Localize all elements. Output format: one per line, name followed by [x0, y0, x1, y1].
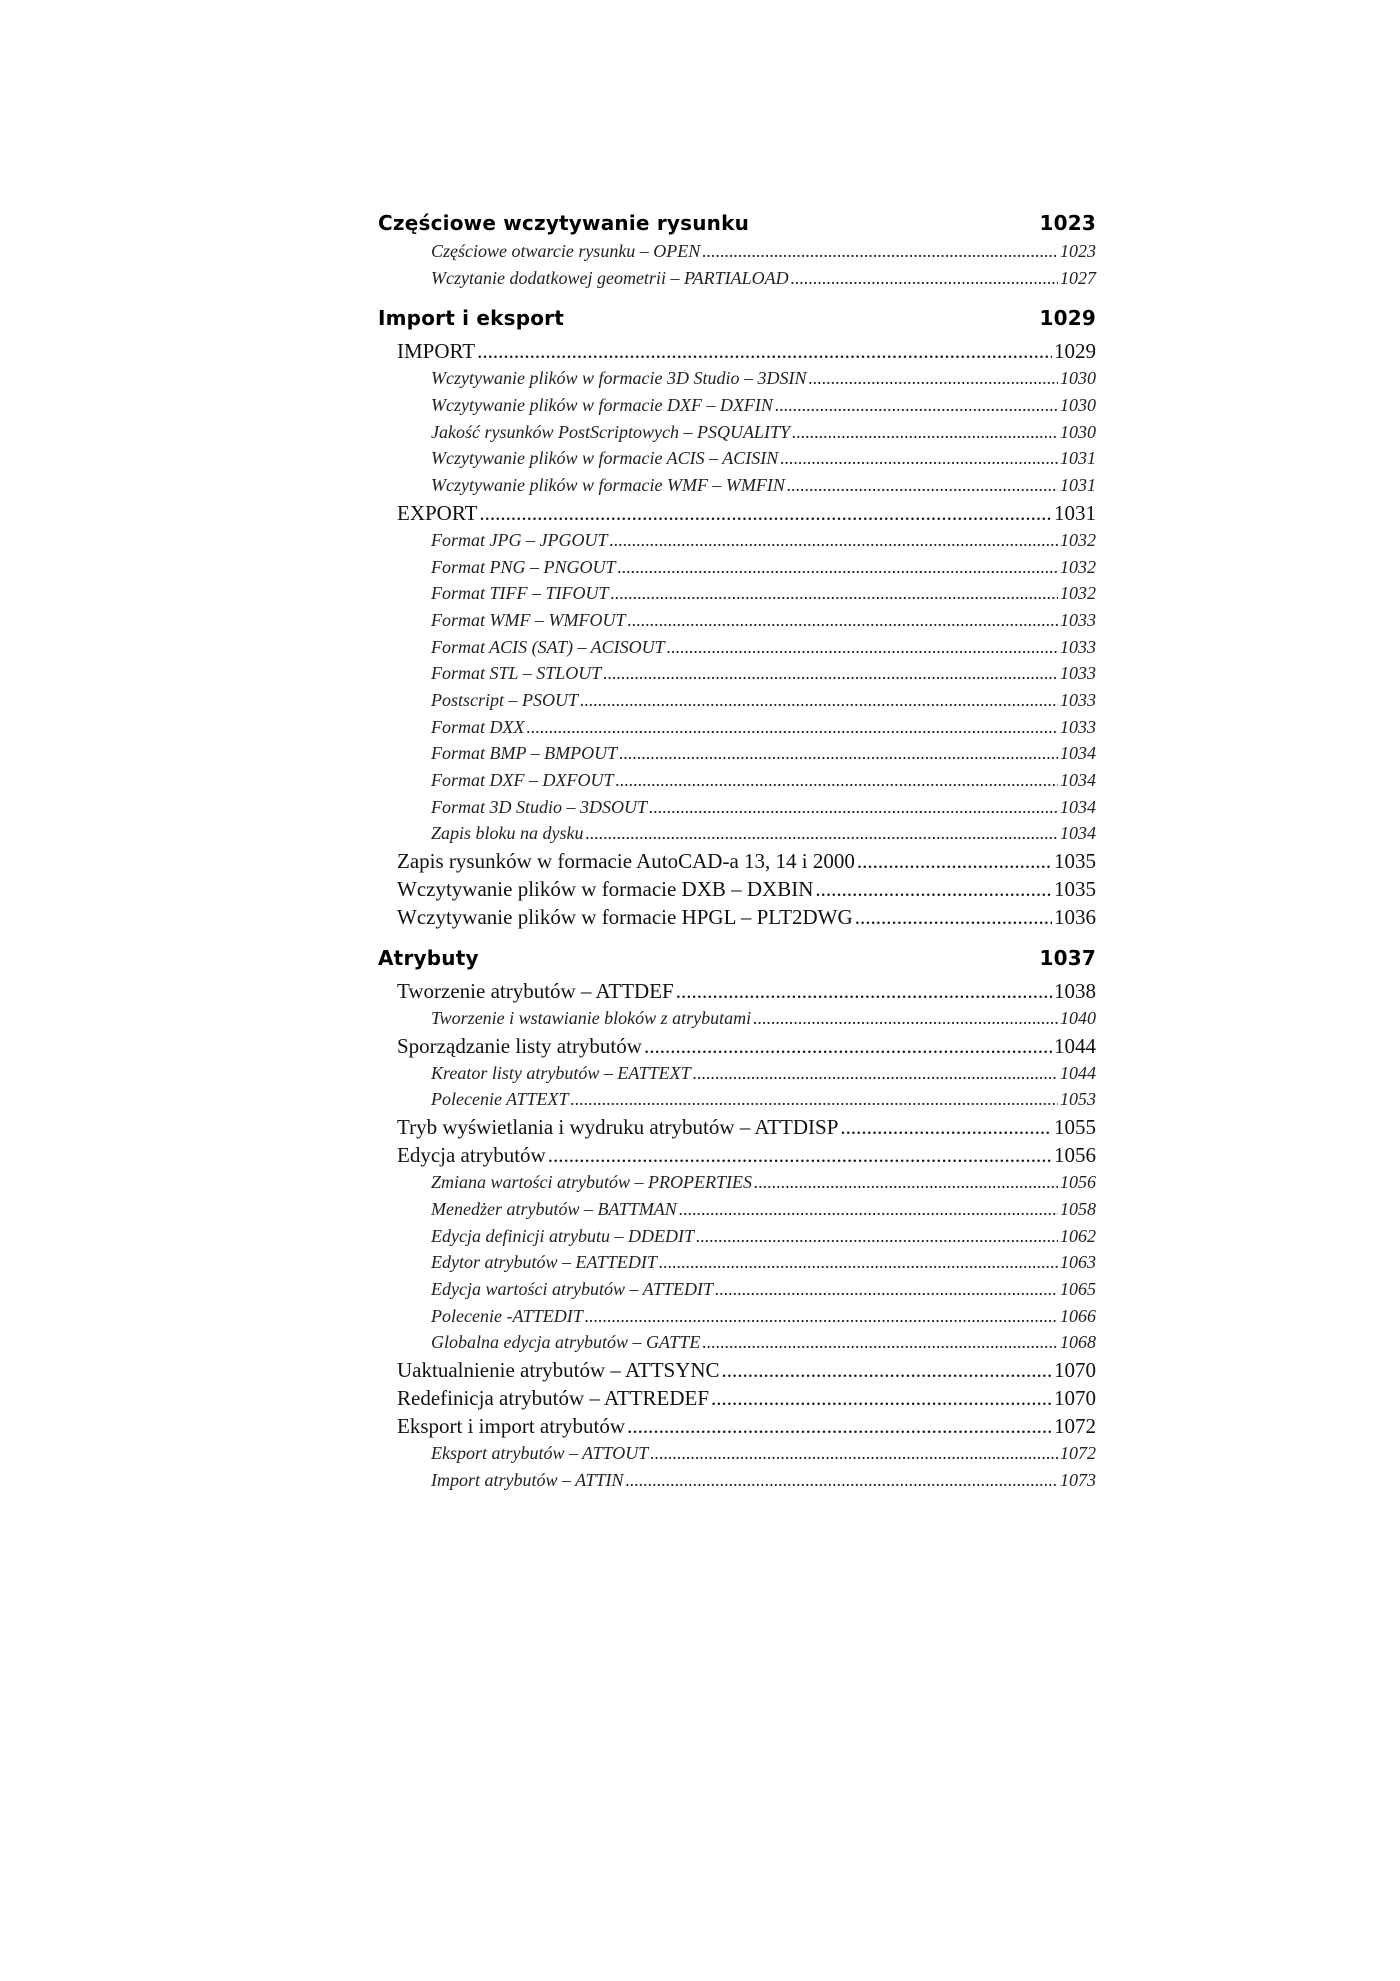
entry-title: Wczytywanie plików w formacie ACIS – ACISIN — [431, 448, 779, 469]
dot-leader — [775, 392, 1058, 419]
dot-leader — [702, 1329, 1058, 1356]
dot-leader — [580, 687, 1058, 714]
entry-title: Format WMF – WMFOUT — [431, 609, 626, 630]
dot-leader — [585, 1303, 1058, 1330]
entry-page-number: 1023 — [1060, 241, 1096, 261]
entry-page-number: 1027 — [1060, 267, 1096, 288]
toc-subentry[interactable] — [378, 527, 1096, 554]
chapter-title: Import i eksport — [378, 306, 564, 331]
entry-title: Edycja wartości atrybutów – ATTEDIT — [431, 1278, 714, 1299]
entry-page-number: 1055 — [1054, 1115, 1096, 1140]
chapter-title: Częściowe wczytywanie rysunku — [378, 211, 750, 235]
toc-subentry[interactable] — [378, 265, 1096, 292]
entry-title: Eksport atrybutów – ATTOUT — [431, 1442, 649, 1463]
dot-leader — [696, 1223, 1058, 1250]
dot-leader — [618, 554, 1058, 581]
toc-subentry[interactable] — [378, 1223, 1096, 1250]
dot-leader — [626, 1467, 1058, 1494]
entry-title: Wczytanie dodatkowej geometrii – PARTIALOAD — [431, 267, 789, 288]
dot-leader — [711, 1384, 1052, 1412]
entry-title: Format PNG – PNGOUT — [431, 556, 616, 577]
toc-entry[interactable] — [378, 847, 1096, 875]
entry-title: IMPORT — [397, 339, 476, 364]
dot-leader — [780, 445, 1058, 472]
entry-page-number: 1030 — [1060, 368, 1096, 389]
toc-subentry[interactable] — [378, 580, 1096, 607]
toc-entry[interactable] — [378, 499, 1096, 527]
dot-leader — [840, 1113, 1052, 1141]
dot-leader — [659, 1249, 1058, 1276]
entry-title: Wczytywanie plików w formacie HPGL – PLT2DWG — [397, 905, 853, 930]
chapter-heading[interactable] — [378, 208, 1096, 238]
entry-page-number: 1063 — [1060, 1252, 1096, 1273]
entry-title: Format 3D Studio – 3DSOUT — [431, 796, 648, 817]
toc-subentry[interactable] — [378, 1169, 1096, 1196]
toc-subentry[interactable] — [378, 607, 1096, 634]
entry-page-number: 1072 — [1060, 1442, 1096, 1463]
entry-title: Format STL – STLOUT — [431, 663, 602, 684]
entry-page-number: 1033 — [1060, 636, 1096, 657]
dot-leader — [527, 714, 1059, 741]
toc-entry[interactable] — [378, 1356, 1096, 1384]
entry-title: Edycja definicji atrybutu – DDEDIT — [431, 1225, 694, 1246]
entry-page-number: 1033 — [1060, 689, 1096, 710]
toc-subentry[interactable] — [378, 740, 1096, 767]
entry-title: Globalna edycja atrybutów – GATTE — [431, 1332, 701, 1353]
entry-title: Postscript – PSOUT — [431, 689, 579, 710]
entry-title: Import atrybutów – ATTIN — [431, 1469, 624, 1490]
dot-leader — [548, 1141, 1052, 1169]
entry-title: Redefinicja atrybutów – ATTREDEF — [397, 1385, 710, 1410]
entry-page-number: 1062 — [1060, 1225, 1096, 1246]
dot-leader — [791, 265, 1058, 292]
toc-subentry[interactable] — [378, 660, 1096, 687]
entry-title: Polecenie -ATTEDIT — [431, 1305, 583, 1326]
entry-title: Uaktualnienie atrybutów – ATTSYNC — [397, 1357, 720, 1382]
dot-leader — [627, 1412, 1052, 1440]
dot-leader — [586, 820, 1059, 847]
entry-page-number: 1073 — [1060, 1469, 1096, 1490]
entry-page-number: 1070 — [1054, 1385, 1096, 1410]
toc-subentry[interactable] — [378, 419, 1096, 446]
dot-leader — [808, 365, 1058, 392]
dot-leader — [702, 238, 1058, 265]
dot-leader — [792, 419, 1058, 446]
toc-subentry[interactable] — [378, 445, 1096, 472]
entry-title: Format JPG – JPGOUT — [431, 529, 608, 550]
dot-leader — [753, 1005, 1058, 1032]
dot-leader — [627, 607, 1058, 634]
dot-leader — [676, 977, 1052, 1005]
entry-page-number: 1066 — [1060, 1305, 1096, 1326]
entry-title: Format TIFF – TIFOUT — [431, 583, 609, 604]
entry-title: Edycja atrybutów — [397, 1143, 546, 1168]
entry-title: Format DXF – DXFOUT — [431, 770, 614, 790]
dot-leader — [693, 1060, 1058, 1087]
dot-leader — [609, 527, 1058, 554]
chapter-page-number: 1023 — [1039, 211, 1096, 235]
entry-page-number: 1040 — [1060, 1008, 1096, 1029]
toc-subentry[interactable] — [378, 634, 1096, 661]
dot-leader — [715, 1276, 1058, 1303]
toc-subentry[interactable] — [378, 820, 1096, 847]
entry-title: Zapis rysunków w formacie AutoCAD-a 13, 14 i 2000 — [397, 849, 855, 874]
toc-entry[interactable] — [378, 1412, 1096, 1440]
entry-page-number: 1029 — [1054, 339, 1096, 364]
entry-page-number: 1034 — [1060, 743, 1096, 764]
entry-title: Edytor atrybutów – EATTEDIT — [431, 1252, 657, 1273]
entry-title: Sporządzanie listy atrybutów — [397, 1033, 642, 1058]
toc-subentry[interactable] — [378, 1086, 1096, 1113]
dot-leader — [722, 1356, 1052, 1384]
entry-page-number: 1034 — [1060, 796, 1096, 817]
dot-leader — [477, 337, 1052, 365]
toc-subentry[interactable] — [378, 794, 1096, 821]
toc-subentry[interactable] — [378, 1060, 1096, 1087]
toc-subentry[interactable] — [378, 1005, 1096, 1032]
entry-page-number: 1031 — [1060, 448, 1096, 469]
dot-leader — [479, 499, 1052, 527]
toc-subentry[interactable] — [378, 714, 1096, 741]
dot-leader — [667, 634, 1058, 661]
toc-entry[interactable] — [378, 1113, 1096, 1141]
dot-leader — [650, 1440, 1058, 1467]
entry-title: Kreator listy atrybutów – EATTEXT — [431, 1062, 691, 1083]
entry-page-number: 1044 — [1060, 1062, 1096, 1083]
toc-subentry[interactable] — [378, 365, 1096, 392]
entry-title: Format BMP – BMPOUT — [431, 743, 618, 764]
dot-leader — [857, 847, 1052, 875]
entry-page-number: 1032 — [1060, 583, 1096, 604]
toc-subentry[interactable] — [378, 687, 1096, 714]
entry-page-number: 1035 — [1054, 877, 1096, 902]
entry-page-number: 1033 — [1060, 716, 1096, 737]
toc-chapter-section — [378, 299, 1096, 931]
entry-title: Tworzenie atrybutów – ATTDEF — [397, 979, 674, 1004]
toc-subentry[interactable] — [378, 1329, 1096, 1356]
entry-title: Jakość rysunków PostScriptowych – PSQUALITY — [431, 421, 790, 442]
toc-chapter-section — [378, 208, 1096, 291]
toc-subentry[interactable] — [378, 472, 1096, 499]
entry-title: Zapis bloku na dysku — [431, 823, 584, 844]
entry-page-number: 1034 — [1060, 823, 1096, 844]
toc-subentry[interactable] — [378, 1440, 1096, 1467]
toc-subentry[interactable] — [378, 1249, 1096, 1276]
chapter-page-number: 1029 — [1039, 306, 1096, 331]
entry-page-number: 1056 — [1054, 1143, 1096, 1168]
dot-leader — [603, 660, 1058, 687]
entry-page-number: 1033 — [1060, 609, 1096, 630]
chapter-title: Atrybuty — [378, 946, 479, 971]
dot-leader — [679, 1196, 1058, 1223]
entry-page-number: 1038 — [1054, 979, 1096, 1004]
entry-page-number: 1031 — [1054, 500, 1096, 525]
toc-subentry[interactable] — [378, 238, 1096, 265]
toc-entry[interactable] — [378, 875, 1096, 903]
entry-title: Częściowe otwarcie rysunku – OPEN — [431, 241, 701, 261]
entry-title: Format DXX — [431, 716, 525, 737]
toc-entry[interactable] — [378, 1141, 1096, 1169]
entry-page-number: 1032 — [1060, 529, 1096, 550]
toc-subentry[interactable] — [378, 1303, 1096, 1330]
toc-entry[interactable] — [378, 903, 1096, 931]
dot-leader — [649, 794, 1058, 821]
entry-page-number: 1056 — [1060, 1172, 1096, 1193]
dot-leader — [754, 1169, 1058, 1196]
table-of-contents — [378, 208, 1096, 1493]
dot-leader — [619, 740, 1058, 767]
toc-subentry[interactable] — [378, 1196, 1096, 1223]
entry-title: Eksport i import atrybutów — [397, 1413, 626, 1438]
entry-page-number: 1058 — [1060, 1198, 1096, 1219]
entry-title: Polecenie ATTEXT — [431, 1089, 569, 1110]
entry-page-number: 1033 — [1060, 663, 1096, 684]
toc-subentry[interactable] — [378, 1276, 1096, 1303]
dot-leader — [787, 472, 1058, 499]
entry-page-number: 1030 — [1060, 395, 1096, 416]
toc-subentry[interactable] — [378, 767, 1096, 794]
dot-leader — [855, 903, 1052, 931]
toc-subentry[interactable] — [378, 392, 1096, 419]
entry-page-number: 1068 — [1060, 1332, 1096, 1353]
entry-title: Wczytywanie plików w formacie DXB – DXBIN — [397, 877, 814, 902]
dot-leader — [570, 1086, 1058, 1113]
toc-entry[interactable] — [378, 1384, 1096, 1412]
dot-leader — [815, 875, 1052, 903]
entry-title: Wczytywanie plików w formacie WMF – WMFIN — [431, 475, 785, 496]
entry-page-number: 1032 — [1060, 556, 1096, 577]
entry-page-number: 1030 — [1060, 421, 1096, 442]
entry-page-number: 1031 — [1060, 475, 1096, 496]
toc-subentry[interactable] — [378, 554, 1096, 581]
entry-page-number: 1065 — [1060, 1278, 1096, 1299]
toc-subentry[interactable] — [378, 1467, 1096, 1494]
entry-title: Wczytywanie plików w formacie DXF – DXFIN — [431, 395, 773, 416]
entry-title: Wczytywanie plików w formacie 3D Studio – 3DSIN — [431, 368, 807, 389]
entry-page-number: 1036 — [1054, 905, 1096, 930]
entry-page-number: 1072 — [1054, 1413, 1096, 1438]
entry-title: Format ACIS (SAT) – ACISOUT — [431, 636, 665, 657]
dot-leader — [616, 767, 1059, 794]
toc-entry[interactable] — [378, 1032, 1096, 1060]
dot-leader — [611, 580, 1058, 607]
entry-page-number: 1035 — [1054, 849, 1096, 874]
toc-chapter-section — [378, 939, 1096, 1493]
entry-title: Tryb wyświetlania i wydruku atrybutów – ATTDISP — [397, 1115, 839, 1140]
toc-entry[interactable] — [378, 977, 1096, 1005]
entry-title: Zmiana wartości atrybutów – PROPERTIES — [431, 1172, 752, 1193]
toc-entry[interactable] — [378, 337, 1096, 365]
entry-title: Tworzenie i wstawianie bloków z atrybutami — [431, 1008, 752, 1029]
chapter-page-number: 1037 — [1039, 946, 1096, 971]
entry-page-number: 1034 — [1060, 770, 1096, 790]
entry-page-number: 1053 — [1060, 1089, 1096, 1110]
entry-title: Menedżer atrybutów – BATTMAN — [431, 1198, 677, 1219]
chapter-heading[interactable] — [378, 939, 1096, 977]
chapter-heading[interactable] — [378, 299, 1096, 337]
dot-leader — [644, 1032, 1052, 1060]
entry-page-number: 1070 — [1054, 1357, 1096, 1382]
entry-title: EXPORT — [397, 500, 478, 525]
entry-page-number: 1044 — [1054, 1033, 1096, 1058]
